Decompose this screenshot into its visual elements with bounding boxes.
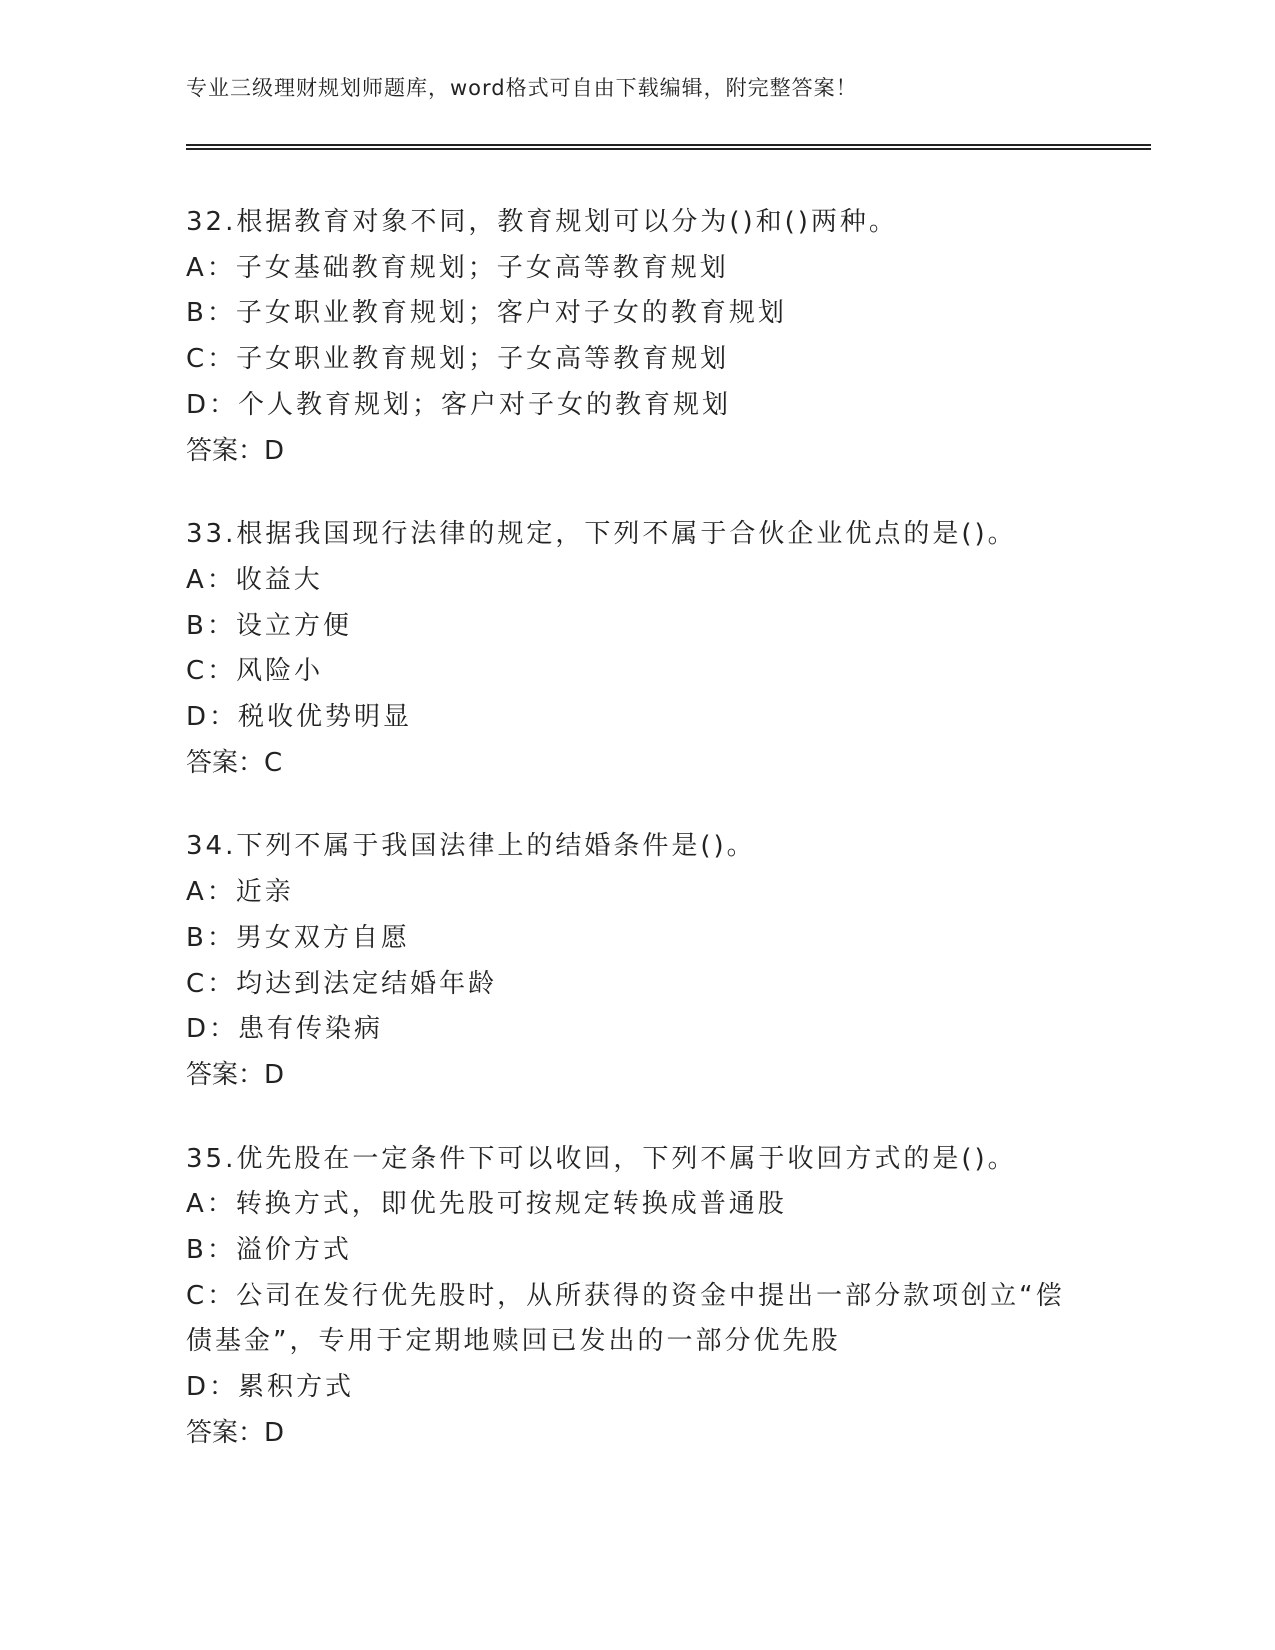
option-a: A：收益大	[186, 564, 323, 595]
header-divider	[186, 144, 1151, 146]
question-stem: 33.根据我国现行法律的规定，下列不属于合伙企业优点的是()。	[186, 519, 1017, 550]
question-stem: 32.根据教育对象不同，教育规划可以分为()和()两种。	[186, 207, 898, 237]
option-d: D：累积方式	[186, 1372, 355, 1403]
option-d: D：税收优势明显	[186, 702, 413, 733]
answer: 答案：D	[186, 435, 285, 466]
option-b: B：设立方便	[186, 610, 352, 641]
option-d: D：个人教育规划；客户对子女的教育规划	[186, 389, 732, 420]
option-c: C：风险小	[186, 656, 324, 687]
question-stem: 34.下列不属于我国法律上的结婚条件是()。	[186, 831, 756, 862]
answer: 答案：D	[186, 1059, 285, 1090]
question-list	[186, 200, 1086, 1495]
page-header-title: 专业三级理财规划师题库，word格式可自由下载编辑，附完整答案！	[186, 76, 858, 100]
question-35	[186, 1137, 1086, 1457]
option-a: A：子女基础教育规划；子女高等教育规划	[186, 252, 729, 283]
option-a: A：近亲	[186, 877, 294, 908]
option-b: B：溢价方式	[186, 1235, 352, 1266]
question-32	[186, 200, 1086, 474]
question-33	[186, 512, 1086, 786]
option-b: B：男女双方自愿	[186, 922, 410, 953]
option-c: C：公司在发行优先股时，从所获得的资金中提出一部分款项创立“偿债基金”，专用于定期地赎回已发出的一部分优先股	[186, 1280, 1065, 1357]
option-b: B：子女职业教育规划；客户对子女的教育规划	[186, 298, 787, 329]
question-stem: 35.优先股在一定条件下可以收回，下列不属于收回方式的是()。	[186, 1143, 1017, 1174]
answer: 答案：D	[186, 1417, 285, 1448]
option-a: A：转换方式，即优先股可按规定转换成普通股	[186, 1189, 787, 1220]
question-34	[186, 824, 1086, 1098]
option-c: C：均达到法定结婚年龄	[186, 968, 498, 999]
answer: 答案：C	[186, 747, 283, 778]
option-d: D：患有传染病	[186, 1014, 384, 1045]
option-c: C：子女职业教育规划；子女高等教育规划	[186, 344, 730, 375]
